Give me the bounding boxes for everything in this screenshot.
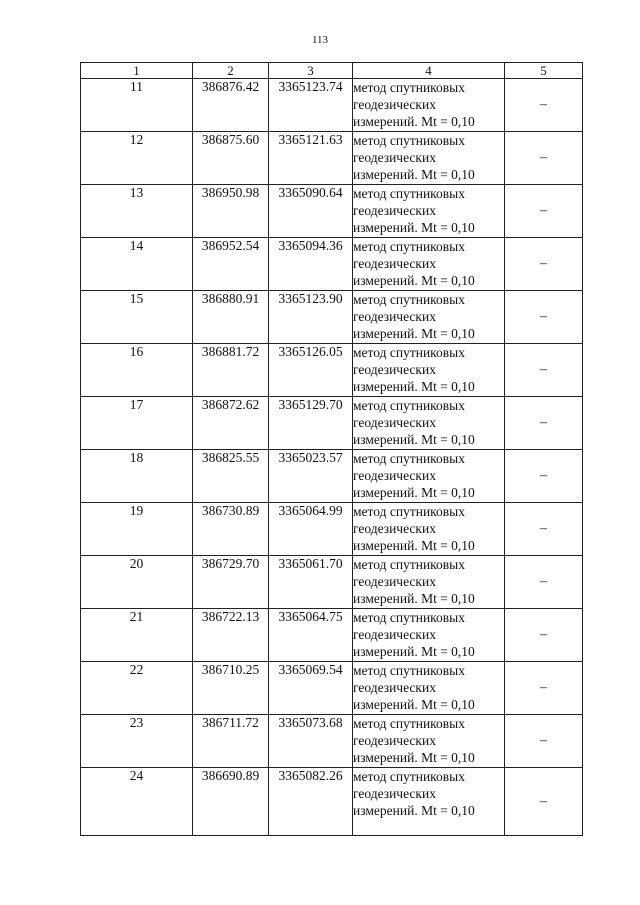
table-row — [81, 556, 583, 609]
table-body — [81, 79, 583, 836]
x-coordinate-cell: 386875.60 — [193, 132, 269, 185]
y-coordinate-cell: 3365069.54 — [269, 662, 353, 715]
table-row — [81, 79, 583, 132]
method-line-2: геодезических — [353, 203, 436, 218]
note-cell: – — [505, 609, 583, 662]
method-line-2: геодезических — [353, 680, 436, 695]
method-cell — [353, 715, 505, 768]
method-line-3: измерений. Mt = 0,10 — [353, 750, 475, 765]
x-coordinate-cell: 386881.72 — [193, 344, 269, 397]
method-cell — [353, 768, 505, 836]
method-line-2: геодезических — [353, 733, 436, 748]
y-coordinate-cell: 3365061.70 — [269, 556, 353, 609]
table-row — [81, 768, 583, 836]
table-row — [81, 291, 583, 344]
note-cell: – — [505, 397, 583, 450]
page-number: 113 — [311, 34, 329, 46]
method-line-3: измерений. Mt = 0,10 — [353, 114, 475, 129]
column-header-5: 5 — [505, 63, 583, 79]
point-number-cell: 15 — [81, 291, 193, 344]
x-coordinate-cell: 386690.89 — [193, 768, 269, 836]
method-line-1: метод спутниковых — [353, 504, 465, 519]
x-coordinate-cell: 386722.13 — [193, 609, 269, 662]
note-cell: – — [505, 238, 583, 291]
method-cell — [353, 238, 505, 291]
method-line-3: измерений. Mt = 0,10 — [353, 591, 475, 606]
point-number-cell: 13 — [81, 185, 193, 238]
point-number-cell: 22 — [81, 662, 193, 715]
point-number-cell: 24 — [81, 768, 193, 836]
note-cell: – — [505, 503, 583, 556]
method-cell — [353, 556, 505, 609]
note-cell: – — [505, 768, 583, 836]
method-cell — [353, 397, 505, 450]
x-coordinate-cell: 386730.89 — [193, 503, 269, 556]
point-number-cell: 12 — [81, 132, 193, 185]
method-line-1: метод спутниковых — [353, 239, 465, 254]
method-cell — [353, 450, 505, 503]
column-header-2: 2 — [193, 63, 269, 79]
y-coordinate-cell: 3365064.99 — [269, 503, 353, 556]
method-line-2: геодезических — [353, 415, 436, 430]
table-row — [81, 609, 583, 662]
y-coordinate-cell: 3365073.68 — [269, 715, 353, 768]
method-line-1: метод спутниковых — [353, 186, 465, 201]
method-line-3: измерений. Mt = 0,10 — [353, 697, 475, 712]
method-line-1: метод спутниковых — [353, 398, 465, 413]
method-cell — [353, 132, 505, 185]
method-cell — [353, 503, 505, 556]
method-line-3: измерений. Mt = 0,10 — [353, 432, 475, 447]
method-line-2: геодезических — [353, 521, 436, 536]
method-line-1: метод спутниковых — [353, 292, 465, 307]
table-row — [81, 503, 583, 556]
x-coordinate-cell: 386711.72 — [193, 715, 269, 768]
y-coordinate-cell: 3365023.57 — [269, 450, 353, 503]
method-line-2: геодезических — [353, 362, 436, 377]
method-cell — [353, 662, 505, 715]
y-coordinate-cell: 3365126.05 — [269, 344, 353, 397]
method-line-1: метод спутниковых — [353, 716, 465, 731]
point-number-cell: 17 — [81, 397, 193, 450]
x-coordinate-cell: 386876.42 — [193, 79, 269, 132]
table-row — [81, 450, 583, 503]
method-line-1: метод спутниковых — [353, 451, 465, 466]
table-row — [81, 662, 583, 715]
column-header-4: 4 — [353, 63, 505, 79]
method-line-3: измерений. Mt = 0,10 — [353, 538, 475, 553]
table-header-row — [81, 63, 583, 79]
note-cell: – — [505, 132, 583, 185]
method-line-1: метод спутниковых — [353, 663, 465, 678]
point-number-cell: 19 — [81, 503, 193, 556]
method-line-2: геодезических — [353, 468, 436, 483]
note-cell: – — [505, 450, 583, 503]
method-cell — [353, 609, 505, 662]
method-line-1: метод спутниковых — [353, 133, 465, 148]
table-row — [81, 238, 583, 291]
table-row — [81, 132, 583, 185]
method-line-2: геодезических — [353, 786, 436, 801]
method-line-2: геодезических — [353, 574, 436, 589]
method-line-2: геодезических — [353, 256, 436, 271]
note-cell: – — [505, 291, 583, 344]
method-line-3: измерений. Mt = 0,10 — [353, 485, 475, 500]
y-coordinate-cell: 3365064.75 — [269, 609, 353, 662]
y-coordinate-cell: 3365094.36 — [269, 238, 353, 291]
table-row — [81, 185, 583, 238]
point-number-cell: 11 — [81, 79, 193, 132]
table-row — [81, 397, 583, 450]
method-cell — [353, 291, 505, 344]
y-coordinate-cell: 3365082.26 — [269, 768, 353, 836]
note-cell: – — [505, 344, 583, 397]
x-coordinate-cell: 386729.70 — [193, 556, 269, 609]
note-cell: – — [505, 79, 583, 132]
method-cell — [353, 79, 505, 132]
x-coordinate-cell: 386872.62 — [193, 397, 269, 450]
x-coordinate-cell: 386952.54 — [193, 238, 269, 291]
method-line-1: метод спутниковых — [353, 557, 465, 572]
column-header-1: 1 — [81, 63, 193, 79]
method-line-1: метод спутниковых — [353, 80, 465, 95]
y-coordinate-cell: 3365121.63 — [269, 132, 353, 185]
note-cell: – — [505, 556, 583, 609]
point-number-cell: 21 — [81, 609, 193, 662]
y-coordinate-cell: 3365090.64 — [269, 185, 353, 238]
point-number-cell: 16 — [81, 344, 193, 397]
method-line-3: измерений. Mt = 0,10 — [353, 644, 475, 659]
method-line-2: геодезических — [353, 309, 436, 324]
y-coordinate-cell: 3365123.90 — [269, 291, 353, 344]
method-line-1: метод спутниковых — [353, 345, 465, 360]
point-number-cell: 18 — [81, 450, 193, 503]
method-cell — [353, 344, 505, 397]
note-cell: – — [505, 715, 583, 768]
method-line-1: метод спутниковых — [353, 610, 465, 625]
x-coordinate-cell: 386825.55 — [193, 450, 269, 503]
method-line-1: метод спутниковых — [353, 769, 465, 784]
method-cell — [353, 185, 505, 238]
method-line-3: измерений. Mt = 0,10 — [353, 326, 475, 341]
y-coordinate-cell: 3365123.74 — [269, 79, 353, 132]
method-line-2: геодезических — [353, 627, 436, 642]
y-coordinate-cell: 3365129.70 — [269, 397, 353, 450]
x-coordinate-cell: 386880.91 — [193, 291, 269, 344]
method-line-2: геодезических — [353, 150, 436, 165]
point-number-cell: 14 — [81, 238, 193, 291]
point-number-cell: 23 — [81, 715, 193, 768]
table-row — [81, 715, 583, 768]
method-line-2: геодезических — [353, 97, 436, 112]
method-line-3: измерений. Mt = 0,10 — [353, 220, 475, 235]
method-line-3: измерений. Mt = 0,10 — [353, 379, 475, 394]
note-cell: – — [505, 185, 583, 238]
coordinates-table — [80, 62, 583, 836]
table-row — [81, 344, 583, 397]
method-line-3: измерений. Mt = 0,10 — [353, 273, 475, 288]
note-cell: – — [505, 662, 583, 715]
method-line-3: измерений. Mt = 0,10 — [353, 167, 475, 182]
method-line-3: измерений. Mt = 0,10 — [353, 803, 475, 818]
point-number-cell: 20 — [81, 556, 193, 609]
x-coordinate-cell: 386950.98 — [193, 185, 269, 238]
x-coordinate-cell: 386710.25 — [193, 662, 269, 715]
column-header-3: 3 — [269, 63, 353, 79]
